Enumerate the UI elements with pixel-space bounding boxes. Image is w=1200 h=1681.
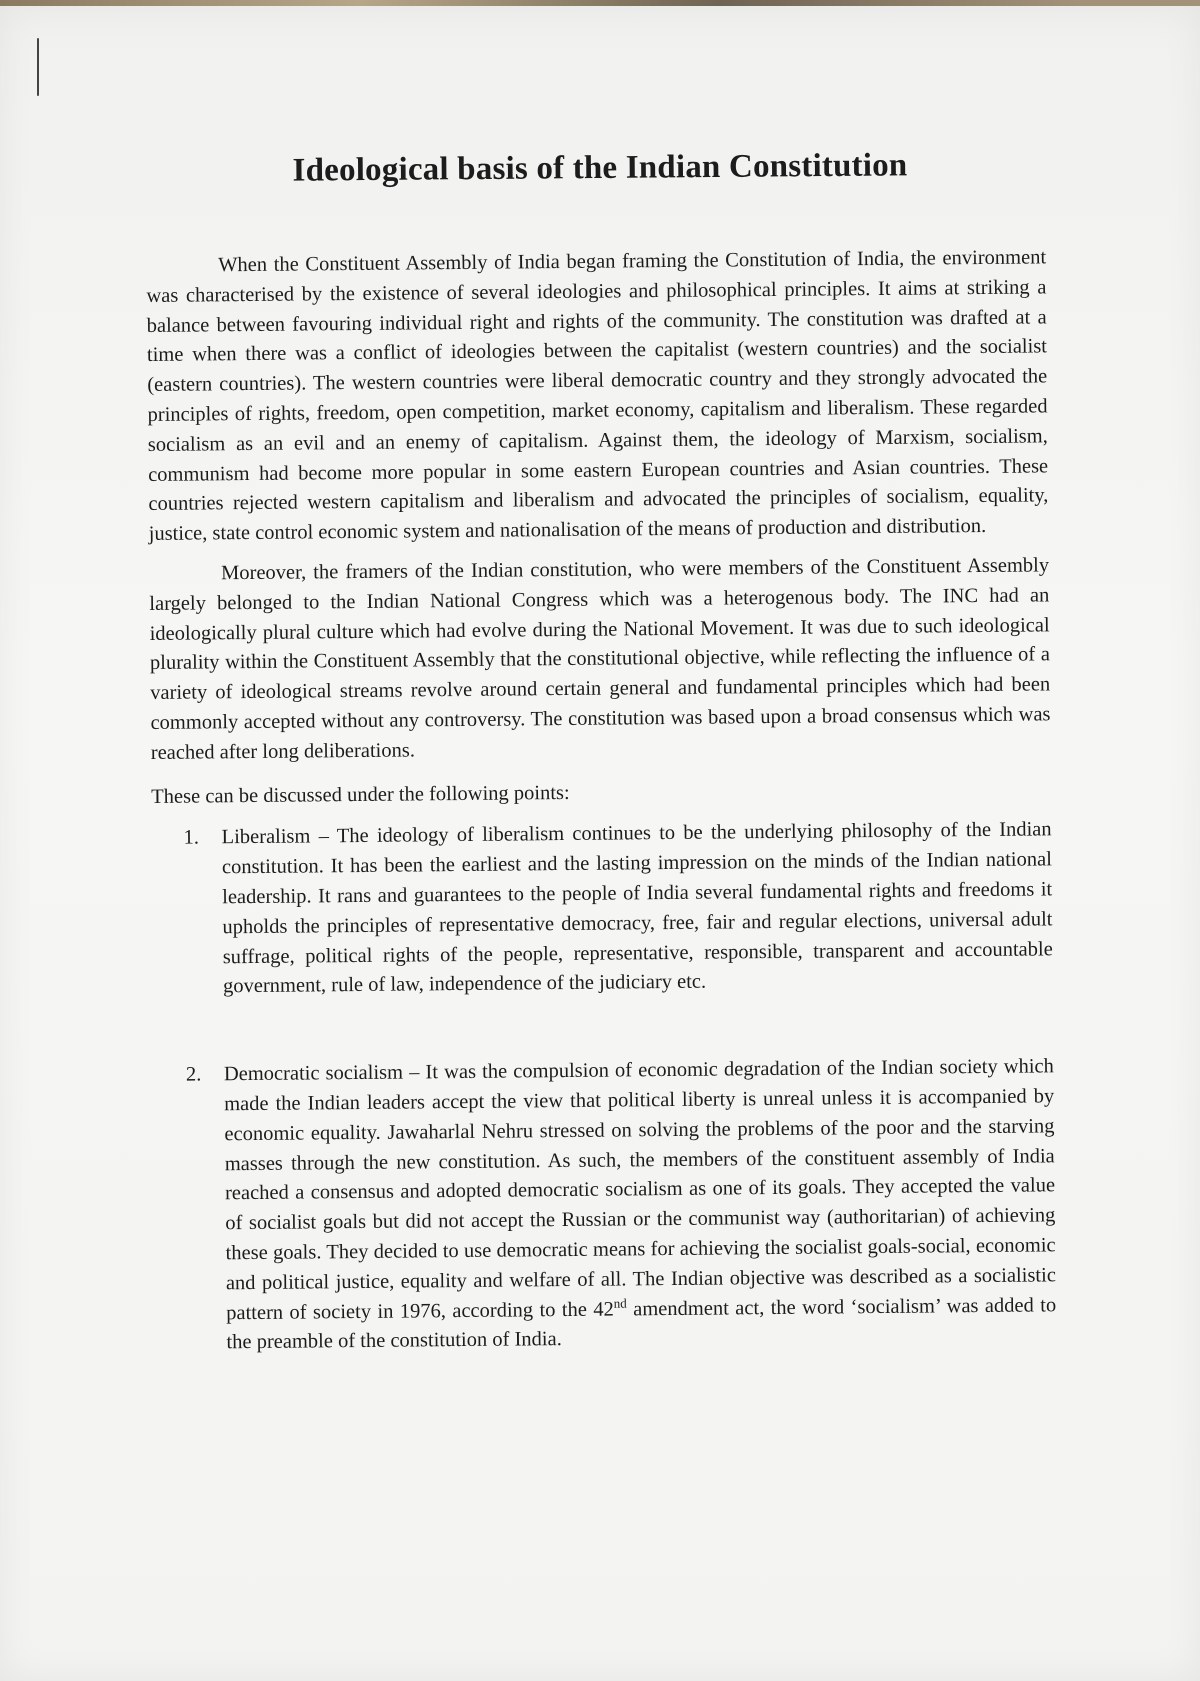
points-lead-in: These can be discussed under the following points: xyxy=(151,781,570,808)
list-spacer xyxy=(153,994,1054,1061)
list-item-democratic-socialism xyxy=(186,1052,1057,1358)
list-item-number: 2. xyxy=(185,1063,202,1086)
list-item-text: Liberalism – The ideology of liberalism continues to be the underlying philosophy of the Indian constitution. It has been the earliest and the lasting impression on the minds of the Indian national leadership. It rans and guarantees to the people of India several fundamental rights and freedoms it upholds the principles of representative democracy, free, fair and regular elections, universal adult suffrage, political rights of the people, representative, responsible, transparent and accountable government, rule of law, independence of the judiciary etc. xyxy=(221,818,1053,998)
paper-sheet xyxy=(0,6,1200,1681)
ordinal-superscript: nd xyxy=(613,1295,627,1311)
pen-mark xyxy=(37,38,39,96)
list-item-text-part: Democratic socialism – It was the compulsion of economic degradation of the Indian society which made the Indian leaders accept the view that political liberty is unreal unless it is accompanied by economic equality. Jawaharlal Nehru stressed on solving the problems of the poor and the starving masses through the new constitution. As such, the members of the constituent assembly of India reached a consensus and adopted democratic socialism as one of its goals. They accepted the value of socialist goals but did not accept the Russian or the communist way (authoritarian) of achieving these goals. They decided to use democratic means for achieving the socialist goals-social, economic and political justice, equality and welfare of all. The Indian objective was described as a socialistic pattern of society in 1976, according to the 42 xyxy=(223,1055,1056,1324)
document-body xyxy=(146,243,1057,1359)
list-item-number: 1. xyxy=(183,826,200,850)
list-item-text xyxy=(224,1052,1057,1358)
paragraph-intro: When the Constituent Assembly of India began framing the Constitution of India, the environment was characterised by the existence of several ideologies and philosophical principles. It aims at striking a balance between favouring individual right and rights of the community. The constitution was drafted at a time when there was a conflict of ideologies between the capitalist (western countries) and the socialist (eastern countries). The western countries were liberal democratic country and they strongly advocated the principles of rights, freedom, open competition, market economy, capitalism and liberalism. These regarded socialism as an evil and an enemy of capitalism. Against them, the ideology of Marxism, socialism, communism had become more popular in some eastern European countries and Asian countries. These countries rejected western capitalism and liberalism and advocated the principles of socialism, equality, justice, state control economic system and nationalisation of the means of production and distribution. xyxy=(146,246,1049,546)
document-title: Ideological basis of the Indian Constitution xyxy=(292,147,908,189)
list-item-liberalism xyxy=(183,816,1053,1003)
list-item-text-part: amendment act, the word ‘socialism’ was added to the preamble of the constitution of India. xyxy=(226,1293,1057,1354)
paragraph-framers: Moreover, the framers of the Indian constitution, who were members of the Constituent Assembly largely belonged to the Indian National Congress which was a heterogenous body. The INC had an ideologically plural culture which had evolve during the National Movement. It was due to such ideological plurality within the Constituent Assembly that the constitutional objective, while reflecting the influence of a variety of ideological streams revolve around certain general and fundamental principles which had been commonly accepted without any controversy. The constitution was based upon a broad consensus which was reached after long deliberations. xyxy=(149,554,1051,764)
